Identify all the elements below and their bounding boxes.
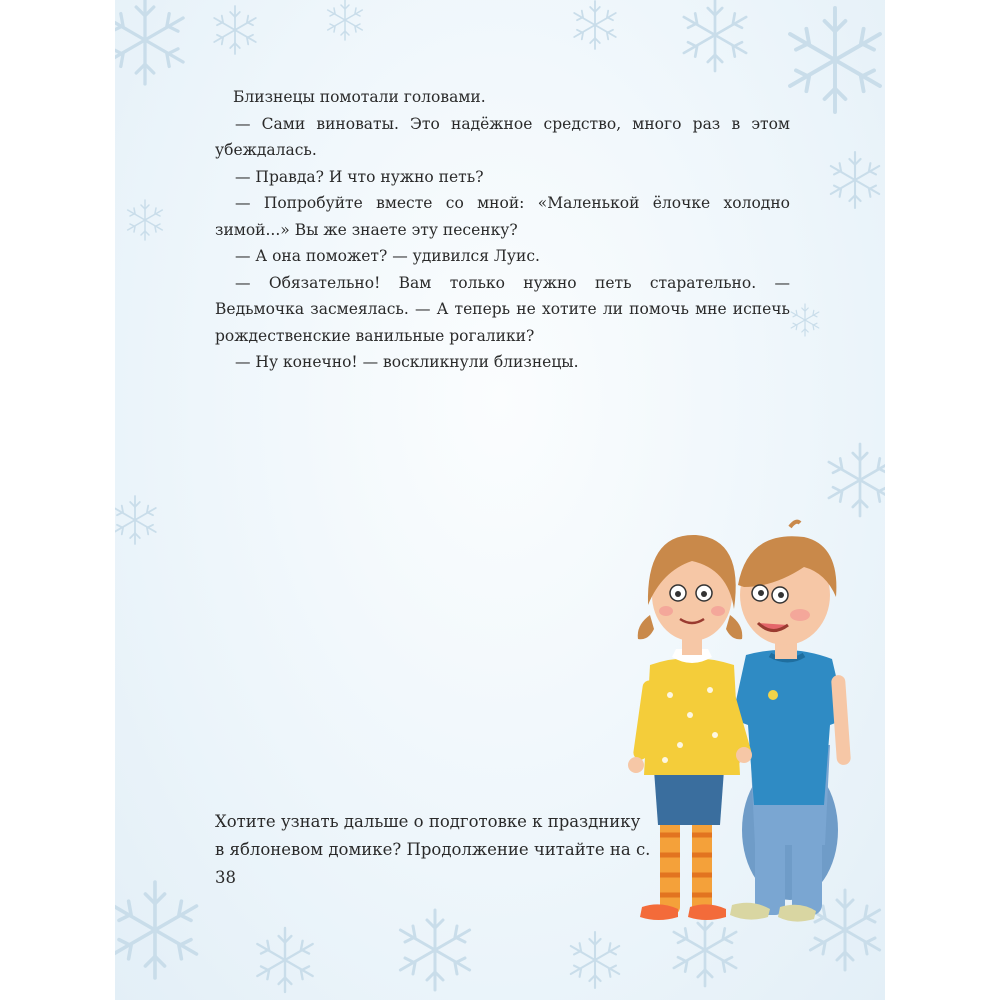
snowflake-icon <box>571 932 619 988</box>
snowflake-icon <box>574 1 616 49</box>
snowflake-icon <box>115 496 156 544</box>
continuation-teaser <box>215 808 675 892</box>
snowflake-icon <box>328 0 363 40</box>
snowflake-icon <box>684 0 746 71</box>
snowflake-icon <box>257 928 312 992</box>
teaser-line: Хотите узнать дальше о подготовке к празднику <box>215 812 641 831</box>
story-paragraph: — Ну конечно! — воскликнули близнецы. <box>235 353 579 371</box>
story-paragraph: — Обязательно! Вам только нужно петь старательно. — Ведьмочка засмеялась. — А теперь не хотите ли помочь мне испечь рождественские ванильные рогалики? <box>215 273 790 345</box>
girl-figure <box>628 535 753 920</box>
story-paragraph: — Сами виноваты. Это надёжное средство, много раз в этом убеждалась. <box>215 114 790 159</box>
story-paragraph: — Правда? И что нужно петь? <box>235 167 484 186</box>
story-paragraph: Близнецы помотали головами. <box>233 88 486 106</box>
snowflake-icon <box>831 152 879 208</box>
snowflake-icon <box>115 882 197 978</box>
snowflake-icon <box>214 6 256 54</box>
snowflake-icon <box>115 0 183 84</box>
snowflake-icon <box>128 200 163 240</box>
story-paragraph: — Попробуйте вместе со мной: «Маленькой ёлочке холодно зимой...» Вы же знаете эту песенку? <box>215 194 790 239</box>
snowflake-icon <box>829 444 885 516</box>
twins-illustration <box>620 515 860 935</box>
snowflake-icon <box>790 8 880 112</box>
snowflake-icon <box>400 910 469 990</box>
story-text <box>215 84 790 376</box>
snowflake-icon <box>791 304 819 336</box>
story-paragraph: — А она поможет? — удивился Луис. <box>235 247 540 265</box>
teaser-line: в яблоневом домике? Продолжение читайте на с. 38 <box>215 840 651 887</box>
